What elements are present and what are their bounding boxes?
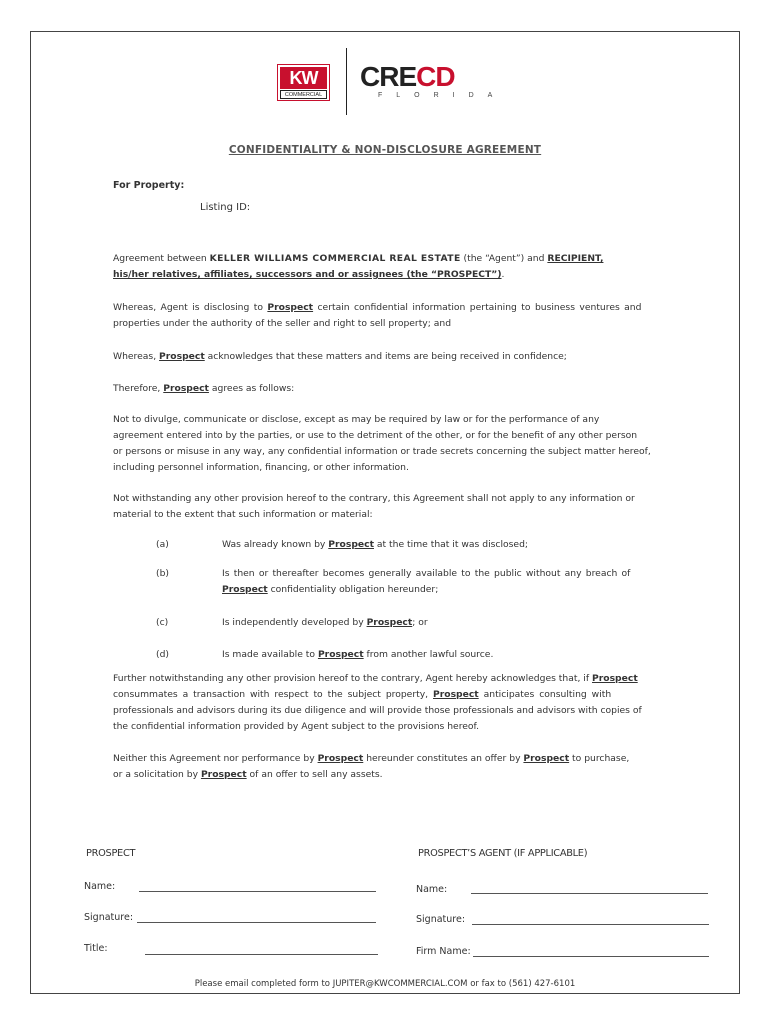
footer-instructions: Please email completed form to JUPITER@KWCOMMERCIAL.COM or fax to (561) 427-6101 bbox=[194, 979, 576, 989]
prospect-title-label: Title: bbox=[84, 943, 108, 954]
whereas-1-line-2: properties under the authority of the seller and right to sell property; and bbox=[113, 318, 452, 329]
intro-line-2: his/her relatives, affiliates, successors and or assignees (the “PROSPECT”). bbox=[113, 269, 505, 280]
therefore: Therefore, Prospect agrees as follows: bbox=[113, 383, 295, 394]
item-a-text: Was already known by Prospect at the time that it was disclosed; bbox=[222, 539, 529, 550]
item-c-marker: (c) bbox=[156, 617, 169, 628]
intro-line-1: Agreement between KELLER WILLIAMS COMMERCIAL REAL ESTATE (the “Agent”) and RECIPIENT, bbox=[113, 253, 604, 264]
agent-firm-name-label: Firm Name: bbox=[416, 946, 471, 957]
agent-firm-name-field[interactable] bbox=[473, 956, 709, 957]
not-divulge-line-2: agreement entered into by the parties, or use to the detriment of the other, or for the benefit of any other person bbox=[113, 430, 638, 441]
item-b-line-2: Prospect confidentiality obligation hereunder; bbox=[222, 584, 439, 595]
neither-line-2: or a solicitation by Prospect of an offer to sell any assets. bbox=[113, 769, 383, 780]
notwithstanding-line-1: Not withstanding any other provision hereof to the contrary, this Agreement shall not apply to any information or bbox=[113, 493, 635, 504]
agent-signature-field[interactable] bbox=[472, 924, 709, 925]
creed-logo: CRECD bbox=[360, 61, 455, 92]
notwithstanding-line-2: material to the extent that such information or material: bbox=[113, 509, 373, 520]
further-line-4: the confidential information provided by Agent subject to the provisions hereof. bbox=[113, 721, 480, 732]
prospect-signature-label: Signature: bbox=[84, 912, 134, 923]
whereas-1-line-1: Whereas, Agent is disclosing to Prospect certain confidential information pertaining to business ventures and bbox=[113, 302, 642, 313]
item-a-marker: (a) bbox=[156, 539, 169, 550]
item-d-marker: (d) bbox=[156, 649, 170, 660]
company-name: KELLER WILLIAMS COMMERCIAL REAL ESTATE bbox=[209, 253, 461, 264]
not-divulge-line-4: including personnel information, financing, or other information. bbox=[113, 462, 409, 473]
prospect-heading: PROSPECT bbox=[86, 848, 136, 859]
not-divulge-line-1: Not to divulge, communicate or disclose, except as may be required by law or for the performance of any bbox=[113, 414, 600, 425]
prospect-name-field[interactable] bbox=[139, 891, 376, 892]
whereas-2: Whereas, Prospect acknowledges that these matters and items are being received in confidence; bbox=[113, 351, 567, 362]
kw-logo-mark: KW bbox=[280, 67, 327, 89]
prospect-signature-field[interactable] bbox=[137, 922, 376, 923]
item-c-text: Is independently developed by Prospect; or bbox=[222, 617, 428, 628]
logo-divider bbox=[346, 48, 347, 115]
agent-name-field[interactable] bbox=[471, 893, 708, 894]
prospect-name-label: Name: bbox=[84, 881, 116, 892]
agent-signature-label: Signature: bbox=[416, 914, 466, 925]
item-d-text: Is made available to Prospect from another lawful source. bbox=[222, 649, 494, 660]
creed-logo-subtext: FLORIDA bbox=[378, 92, 507, 99]
not-divulge-line-3: or persons or misuse in any way, any confidential information or trade secrets concerning the subject matter hereof, bbox=[113, 446, 651, 457]
for-property-label: For Property: bbox=[113, 180, 185, 191]
agent-name-label: Name: bbox=[416, 884, 448, 895]
prospect-title-field[interactable] bbox=[145, 954, 378, 955]
further-line-2: consummates a transaction with respect to the subject property, Prospect anticipates consulting with bbox=[113, 689, 612, 700]
further-line-3: professionals and advisors during its due diligence and will provide those professionals and advisors with copies of bbox=[113, 705, 642, 716]
item-b-line-1: Is then or thereafter becomes generally available to the public without any breach of bbox=[222, 568, 631, 579]
kw-commercial-logo bbox=[277, 64, 330, 101]
agent-heading: PROSPECT’S AGENT (IF APPLICABLE) bbox=[418, 848, 588, 859]
document-title: CONFIDENTIALITY & NON-DISCLOSURE AGREEMENT bbox=[228, 144, 542, 156]
neither-line-1: Neither this Agreement nor performance by Prospect hereunder constitutes an offer by Prospect to purchase, bbox=[113, 753, 630, 764]
further-line-1: Further notwithstanding any other provision hereof to the contrary, Agent hereby acknowledges that, if Prospect bbox=[113, 673, 638, 684]
recipient-term: RECIPIENT, bbox=[547, 253, 604, 264]
listing-id-label: Listing ID: bbox=[200, 202, 251, 213]
item-b-marker: (b) bbox=[156, 568, 170, 579]
kw-logo-subtext: COMMERCIAL bbox=[280, 90, 327, 99]
